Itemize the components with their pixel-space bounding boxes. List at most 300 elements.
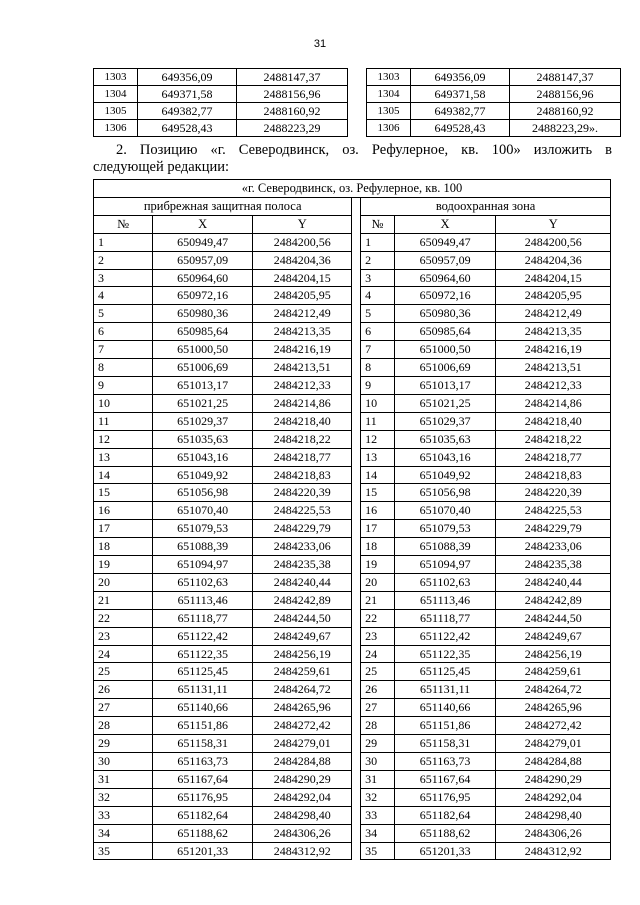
left-x-coordinate: 651094,97: [153, 556, 253, 574]
left-y-coordinate: 2484212,49: [253, 305, 352, 323]
column-gap: [352, 591, 361, 609]
column-gap: [352, 197, 361, 215]
right-x-coordinate: 651131,11: [394, 681, 496, 699]
column-gap: [352, 502, 361, 520]
right-point-number: 1: [361, 233, 395, 251]
right-x-coordinate: 651140,66: [394, 699, 496, 717]
right-y-coordinate: 2484306,26: [496, 824, 611, 842]
right-y-coordinate: 2484259,61: [496, 663, 611, 681]
right-point-number: 23: [361, 627, 395, 645]
column-gap: [352, 466, 361, 484]
column-gap: [352, 842, 361, 860]
left-point-number: 7: [94, 341, 153, 359]
left-x-coordinate: 650980,36: [153, 305, 253, 323]
column-gap: [352, 430, 361, 448]
left-y-coordinate: 2484244,50: [253, 609, 352, 627]
right-x-coordinate: 651006,69: [394, 359, 496, 377]
right-x-coordinate: 651188,62: [394, 824, 496, 842]
right-y-coordinate: 2484204,36: [496, 251, 611, 269]
right-point-number: 10: [361, 394, 395, 412]
point-number: 1306: [94, 120, 138, 137]
table-row: [94, 269, 611, 287]
column-gap: [352, 233, 361, 251]
right-y-coordinate: 2484284,88: [496, 753, 611, 771]
left-col-num-header: №: [94, 215, 153, 233]
x-coordinate: 649528,43: [411, 120, 510, 137]
right-point-number: 29: [361, 735, 395, 753]
left-point-number: 12: [94, 430, 153, 448]
left-y-coordinate: 2484229,79: [253, 520, 352, 538]
left-y-coordinate: 2484265,96: [253, 699, 352, 717]
left-point-number: 20: [94, 573, 153, 591]
left-x-coordinate: 650972,16: [153, 287, 253, 305]
right-y-coordinate: 2484229,79: [496, 520, 611, 538]
right-x-coordinate: 651049,92: [394, 466, 496, 484]
right-y-coordinate: 2484200,56: [496, 233, 611, 251]
left-x-coordinate: 651088,39: [153, 538, 253, 556]
right-y-coordinate: 2484244,50: [496, 609, 611, 627]
left-x-coordinate: 651013,17: [153, 376, 253, 394]
right-y-coordinate: 2484264,72: [496, 681, 611, 699]
left-y-coordinate: 2484212,33: [253, 376, 352, 394]
left-point-number: 24: [94, 645, 153, 663]
table-row: [94, 573, 611, 591]
left-point-number: 8: [94, 359, 153, 377]
right-col-y-header: Y: [496, 215, 611, 233]
right-point-number: 21: [361, 591, 395, 609]
table-row: [94, 556, 611, 574]
right-x-coordinate: 651035,63: [394, 430, 496, 448]
left-x-coordinate: 650957,09: [153, 251, 253, 269]
left-y-coordinate: 2484306,26: [253, 824, 352, 842]
left-y-coordinate: 2484225,53: [253, 502, 352, 520]
table-row: [94, 806, 611, 824]
table-row: [367, 120, 621, 137]
left-point-number: 21: [94, 591, 153, 609]
table-row: [94, 86, 348, 103]
continued-table-right: [366, 68, 621, 137]
column-gap: [352, 305, 361, 323]
table-row: [94, 502, 611, 520]
paragraph-line-1: 2. Позицию «г. Северодвинск, оз. Рефулерное, кв. 100» изложить в: [116, 142, 612, 158]
right-point-number: 12: [361, 430, 395, 448]
left-point-number: 16: [94, 502, 153, 520]
left-y-coordinate: 2484218,83: [253, 466, 352, 484]
right-point-number: 26: [361, 681, 395, 699]
table-row: [94, 466, 611, 484]
left-y-coordinate: 2484218,22: [253, 430, 352, 448]
y-coordinate: 2488223,29».: [510, 120, 621, 137]
right-y-coordinate: 2484214,86: [496, 394, 611, 412]
right-x-coordinate: 650949,47: [394, 233, 496, 251]
right-x-coordinate: 650985,64: [394, 323, 496, 341]
right-point-number: 30: [361, 753, 395, 771]
right-point-number: 25: [361, 663, 395, 681]
left-x-coordinate: 651029,37: [153, 412, 253, 430]
table-row: [94, 753, 611, 771]
left-point-number: 4: [94, 287, 153, 305]
left-y-coordinate: 2484235,38: [253, 556, 352, 574]
left-point-number: 3: [94, 269, 153, 287]
column-gap: [352, 341, 361, 359]
left-y-coordinate: 2484213,51: [253, 359, 352, 377]
right-y-coordinate: 2484298,40: [496, 806, 611, 824]
left-point-number: 14: [94, 466, 153, 484]
left-col-y-header: Y: [253, 215, 352, 233]
paragraph-line-2: следующей редакции:: [93, 159, 230, 175]
y-coordinate: 2488223,29: [237, 120, 348, 137]
left-x-coordinate: 651182,64: [153, 806, 253, 824]
right-x-coordinate: 651122,35: [394, 645, 496, 663]
table-row: [94, 788, 611, 806]
column-gap: [352, 538, 361, 556]
column-gap: [352, 717, 361, 735]
left-point-number: 15: [94, 484, 153, 502]
right-point-number: 35: [361, 842, 395, 860]
point-number: 1306: [367, 120, 411, 137]
right-x-coordinate: 651102,63: [394, 573, 496, 591]
table-row: [94, 735, 611, 753]
left-x-coordinate: 651043,16: [153, 448, 253, 466]
table-row: [94, 305, 611, 323]
right-point-number: 2: [361, 251, 395, 269]
left-y-coordinate: 2484240,44: [253, 573, 352, 591]
left-y-coordinate: 2484200,56: [253, 233, 352, 251]
right-point-number: 32: [361, 788, 395, 806]
left-y-coordinate: 2484242,89: [253, 591, 352, 609]
right-point-number: 22: [361, 609, 395, 627]
right-x-coordinate: 651167,64: [394, 770, 496, 788]
left-x-coordinate: 651125,45: [153, 663, 253, 681]
left-point-number: 29: [94, 735, 153, 753]
table-row: [94, 430, 611, 448]
left-y-coordinate: 2484218,77: [253, 448, 352, 466]
left-x-coordinate: 651158,31: [153, 735, 253, 753]
left-x-coordinate: 651188,62: [153, 824, 253, 842]
right-y-coordinate: 2484265,96: [496, 699, 611, 717]
right-point-number: 16: [361, 502, 395, 520]
column-gap: [352, 287, 361, 305]
right-x-coordinate: 651125,45: [394, 663, 496, 681]
left-x-coordinate: 650949,47: [153, 233, 253, 251]
right-y-coordinate: 2484218,77: [496, 448, 611, 466]
left-point-number: 11: [94, 412, 153, 430]
point-number: 1304: [367, 86, 411, 103]
right-x-coordinate: 650972,16: [394, 287, 496, 305]
right-point-number: 8: [361, 359, 395, 377]
left-point-number: 31: [94, 770, 153, 788]
x-coordinate: 649371,58: [138, 86, 237, 103]
right-point-number: 11: [361, 412, 395, 430]
left-y-coordinate: 2484312,92: [253, 842, 352, 860]
column-gap: [352, 448, 361, 466]
right-x-coordinate: 651094,97: [394, 556, 496, 574]
left-y-coordinate: 2484249,67: [253, 627, 352, 645]
left-x-coordinate: 651021,25: [153, 394, 253, 412]
y-coordinate: 2488160,92: [237, 103, 348, 120]
left-point-number: 2: [94, 251, 153, 269]
left-y-coordinate: 2484298,40: [253, 806, 352, 824]
left-x-coordinate: 651070,40: [153, 502, 253, 520]
left-x-coordinate: 651167,64: [153, 770, 253, 788]
right-point-number: 28: [361, 717, 395, 735]
table-row: [94, 717, 611, 735]
left-point-number: 32: [94, 788, 153, 806]
left-point-number: 22: [94, 609, 153, 627]
table-row: [94, 69, 348, 86]
left-y-coordinate: 2484279,01: [253, 735, 352, 753]
table-row: [94, 394, 611, 412]
left-x-coordinate: 651000,50: [153, 341, 253, 359]
table-row: [94, 412, 611, 430]
right-point-number: 20: [361, 573, 395, 591]
table-row: [94, 287, 611, 305]
left-point-number: 27: [94, 699, 153, 717]
right-x-coordinate: 651201,33: [394, 842, 496, 860]
left-point-number: 30: [94, 753, 153, 771]
column-gap: [352, 323, 361, 341]
left-y-coordinate: 2484233,06: [253, 538, 352, 556]
left-col-x-header: X: [153, 215, 253, 233]
continued-table-left: [93, 68, 348, 137]
page-number: 31: [313, 38, 327, 50]
left-point-number: 1: [94, 233, 153, 251]
right-y-coordinate: 2484220,39: [496, 484, 611, 502]
right-y-coordinate: 2484312,92: [496, 842, 611, 860]
left-x-coordinate: 651201,33: [153, 842, 253, 860]
table-row: [94, 663, 611, 681]
right-y-coordinate: 2484218,40: [496, 412, 611, 430]
left-point-number: 26: [94, 681, 153, 699]
table-row: [94, 341, 611, 359]
table-row: [94, 359, 611, 377]
right-x-coordinate: 651151,86: [394, 717, 496, 735]
left-x-coordinate: 651131,11: [153, 681, 253, 699]
point-number: 1304: [94, 86, 138, 103]
column-gap: [352, 376, 361, 394]
x-coordinate: 649382,77: [138, 103, 237, 120]
left-x-coordinate: 651176,95: [153, 788, 253, 806]
right-y-coordinate: 2484204,15: [496, 269, 611, 287]
left-point-number: 6: [94, 323, 153, 341]
y-coordinate: 2488156,96: [510, 86, 621, 103]
table-row: [367, 86, 621, 103]
point-number: 1305: [94, 103, 138, 120]
left-point-number: 10: [94, 394, 153, 412]
left-x-coordinate: 651079,53: [153, 520, 253, 538]
right-point-number: 19: [361, 556, 395, 574]
right-x-coordinate: 650957,09: [394, 251, 496, 269]
right-point-number: 24: [361, 645, 395, 663]
left-x-coordinate: 650964,60: [153, 269, 253, 287]
x-coordinate: 649528,43: [138, 120, 237, 137]
column-gap: [352, 412, 361, 430]
right-y-coordinate: 2484218,22: [496, 430, 611, 448]
left-y-coordinate: 2484256,19: [253, 645, 352, 663]
right-y-coordinate: 2484233,06: [496, 538, 611, 556]
right-x-coordinate: 651021,25: [394, 394, 496, 412]
column-gap: [352, 735, 361, 753]
y-coordinate: 2488147,37: [510, 69, 621, 86]
table-row: [94, 627, 611, 645]
left-y-coordinate: 2484205,95: [253, 287, 352, 305]
right-y-coordinate: 2484218,83: [496, 466, 611, 484]
right-x-coordinate: 650980,36: [394, 305, 496, 323]
right-y-coordinate: 2484205,95: [496, 287, 611, 305]
right-point-number: 27: [361, 699, 395, 717]
right-point-number: 3: [361, 269, 395, 287]
right-x-coordinate: 651043,16: [394, 448, 496, 466]
right-y-coordinate: 2484225,53: [496, 502, 611, 520]
left-y-coordinate: 2484292,04: [253, 788, 352, 806]
column-gap: [352, 806, 361, 824]
right-x-coordinate: 651079,53: [394, 520, 496, 538]
left-x-coordinate: 651049,92: [153, 466, 253, 484]
right-y-coordinate: 2484290,29: [496, 770, 611, 788]
table-row: [94, 699, 611, 717]
right-y-coordinate: 2484235,38: [496, 556, 611, 574]
table-row: [94, 103, 348, 120]
left-y-coordinate: 2484204,15: [253, 269, 352, 287]
right-y-coordinate: 2484279,01: [496, 735, 611, 753]
coordinates-table: [93, 179, 611, 860]
left-x-coordinate: 650985,64: [153, 323, 253, 341]
right-y-coordinate: 2484242,89: [496, 591, 611, 609]
table-row: [94, 770, 611, 788]
right-x-coordinate: 651176,95: [394, 788, 496, 806]
y-coordinate: 2488147,37: [237, 69, 348, 86]
table-row: [94, 520, 611, 538]
right-x-coordinate: 650964,60: [394, 269, 496, 287]
left-y-coordinate: 2484213,35: [253, 323, 352, 341]
left-point-number: 17: [94, 520, 153, 538]
table-row: [94, 376, 611, 394]
left-y-coordinate: 2484284,88: [253, 753, 352, 771]
left-y-coordinate: 2484214,86: [253, 394, 352, 412]
right-y-coordinate: 2484213,35: [496, 323, 611, 341]
right-y-coordinate: 2484292,04: [496, 788, 611, 806]
left-point-number: 19: [94, 556, 153, 574]
left-point-number: 5: [94, 305, 153, 323]
table-row: [94, 484, 611, 502]
right-point-number: 9: [361, 376, 395, 394]
left-x-coordinate: 651006,69: [153, 359, 253, 377]
left-y-coordinate: 2484259,61: [253, 663, 352, 681]
table-row: [94, 645, 611, 663]
left-x-coordinate: 651118,77: [153, 609, 253, 627]
left-y-coordinate: 2484204,36: [253, 251, 352, 269]
right-y-coordinate: 2484212,33: [496, 376, 611, 394]
right-y-coordinate: 2484216,19: [496, 341, 611, 359]
table-row: [94, 681, 611, 699]
column-gap: [352, 609, 361, 627]
right-y-coordinate: 2484256,19: [496, 645, 611, 663]
right-y-coordinate: 2484213,51: [496, 359, 611, 377]
left-point-number: 35: [94, 842, 153, 860]
right-x-coordinate: 651013,17: [394, 376, 496, 394]
column-gap: [352, 359, 361, 377]
x-coordinate: 649371,58: [411, 86, 510, 103]
left-section-header: прибрежная защитная полоса: [94, 197, 352, 215]
right-col-x-header: X: [394, 215, 496, 233]
y-coordinate: 2488156,96: [237, 86, 348, 103]
amendment-paragraph: [93, 142, 612, 176]
right-x-coordinate: 651088,39: [394, 538, 496, 556]
table-row: [94, 538, 611, 556]
left-x-coordinate: 651140,66: [153, 699, 253, 717]
column-gap: [352, 215, 361, 233]
table-row: [94, 323, 611, 341]
x-coordinate: 649382,77: [411, 103, 510, 120]
column-gap: [352, 627, 361, 645]
left-point-number: 33: [94, 806, 153, 824]
table-row: [94, 233, 611, 251]
column-gap: [352, 663, 361, 681]
right-point-number: 17: [361, 520, 395, 538]
column-gap: [352, 788, 361, 806]
right-x-coordinate: 651000,50: [394, 341, 496, 359]
table-row: [367, 103, 621, 120]
column-gap: [352, 770, 361, 788]
left-x-coordinate: 651113,46: [153, 591, 253, 609]
table-row: [94, 251, 611, 269]
right-point-number: 5: [361, 305, 395, 323]
right-y-coordinate: 2484240,44: [496, 573, 611, 591]
table-row: [94, 824, 611, 842]
right-x-coordinate: 651182,64: [394, 806, 496, 824]
y-coordinate: 2488160,92: [510, 103, 621, 120]
left-y-coordinate: 2484264,72: [253, 681, 352, 699]
right-x-coordinate: 651056,98: [394, 484, 496, 502]
right-point-number: 6: [361, 323, 395, 341]
column-gap: [352, 645, 361, 663]
point-number: 1303: [367, 69, 411, 86]
table-row: [94, 591, 611, 609]
x-coordinate: 649356,09: [138, 69, 237, 86]
column-gap: [352, 699, 361, 717]
right-point-number: 18: [361, 538, 395, 556]
left-y-coordinate: 2484290,29: [253, 770, 352, 788]
table-row: [94, 609, 611, 627]
left-point-number: 18: [94, 538, 153, 556]
table-row: [367, 69, 621, 86]
left-x-coordinate: 651102,63: [153, 573, 253, 591]
right-x-coordinate: 651118,77: [394, 609, 496, 627]
table-row: [94, 842, 611, 860]
column-gap: [352, 573, 361, 591]
right-x-coordinate: 651158,31: [394, 735, 496, 753]
left-point-number: 13: [94, 448, 153, 466]
left-x-coordinate: 651151,86: [153, 717, 253, 735]
right-y-coordinate: 2484272,42: [496, 717, 611, 735]
left-point-number: 34: [94, 824, 153, 842]
right-y-coordinate: 2484212,49: [496, 305, 611, 323]
left-x-coordinate: 651163,73: [153, 753, 253, 771]
right-point-number: 34: [361, 824, 395, 842]
left-x-coordinate: 651122,35: [153, 645, 253, 663]
x-coordinate: 649356,09: [411, 69, 510, 86]
table-row: [94, 448, 611, 466]
right-x-coordinate: 651070,40: [394, 502, 496, 520]
left-x-coordinate: 651035,63: [153, 430, 253, 448]
right-y-coordinate: 2484249,67: [496, 627, 611, 645]
column-gap: [352, 681, 361, 699]
left-point-number: 25: [94, 663, 153, 681]
column-gap: [352, 556, 361, 574]
right-point-number: 4: [361, 287, 395, 305]
right-point-number: 15: [361, 484, 395, 502]
column-gap: [352, 269, 361, 287]
